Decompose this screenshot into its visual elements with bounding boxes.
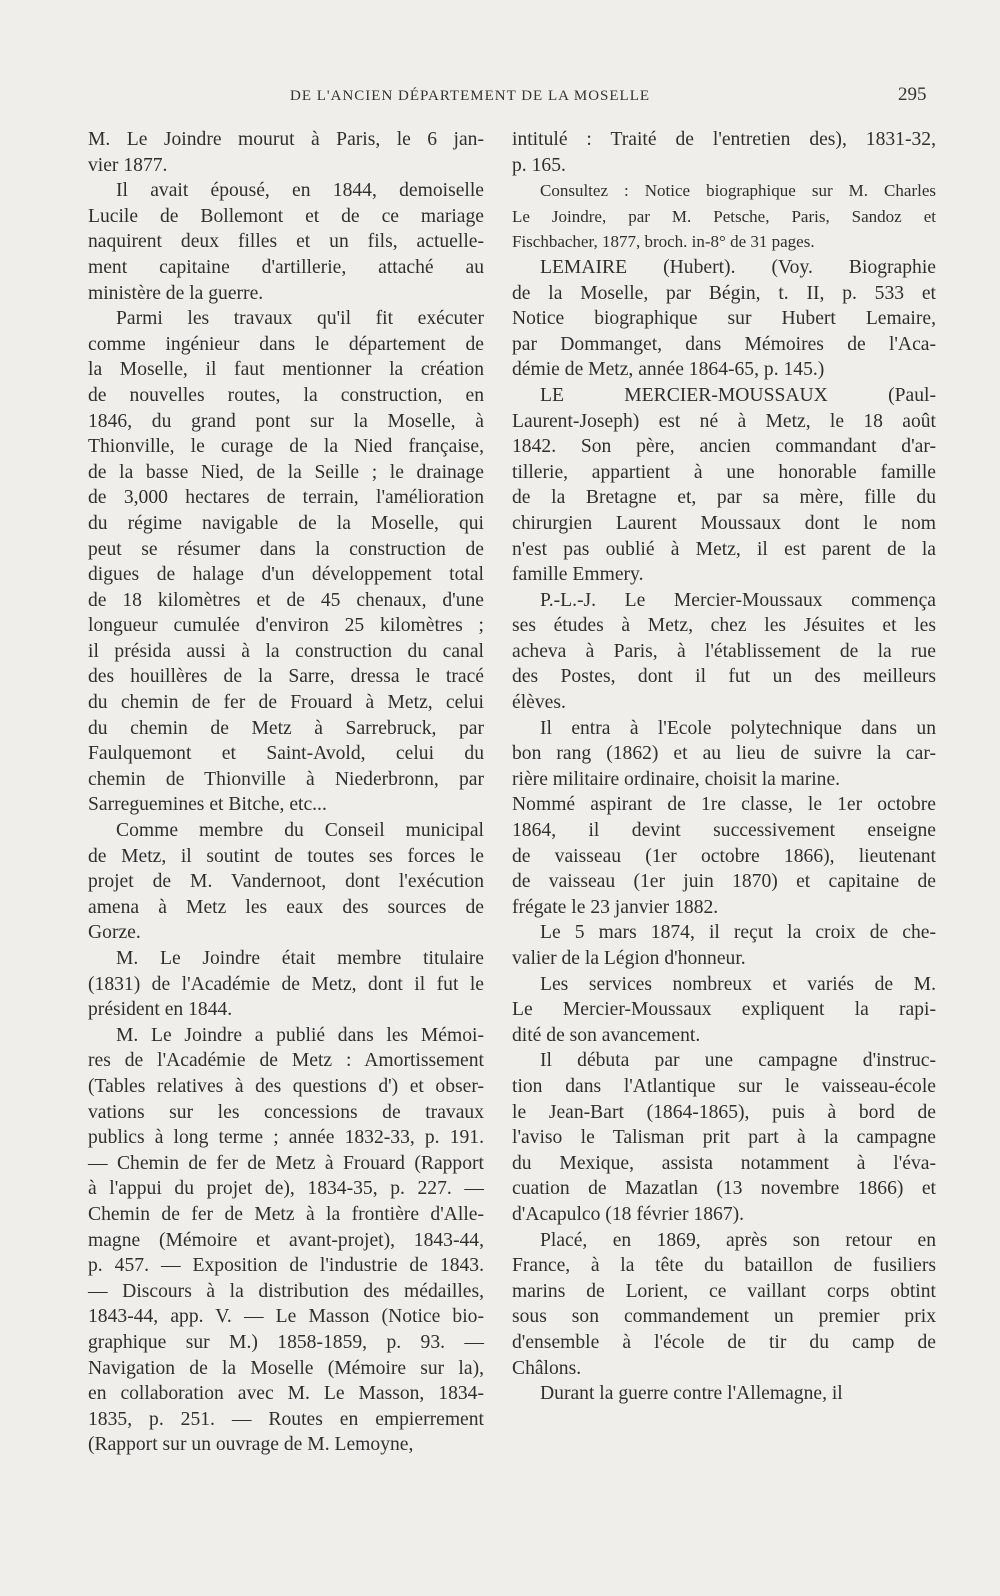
running-title: DE L'ANCIEN DÉPARTEMENT DE LA MOSELLE [290,88,651,104]
text-line: M. Le Joindre était membre titulaire [116,948,484,969]
text-line: dité de son avancement. [512,1024,701,1046]
text-line: ment capitaine d'artillerie, attaché au [88,256,484,278]
text-line: Navigation de la Moselle (Mémoire sur la), [88,1357,484,1379]
text-line: naquirent deux filles et un fils, actuelle- [88,231,484,253]
text-line: 1842. Son père, ancien commandant d'ar- [512,436,936,458]
text-line: Il entra à l'Ecole polytechnique dans un [540,717,936,739]
text-line: d'ensemble à l'école de tir du camp de [512,1331,936,1353]
text-line: de la Bretagne et, par sa mère, fille du [512,487,936,509]
text-line: démie de Metz, année 1864-65, p. 145.) [512,359,825,381]
text-line: acheva à Paris, à l'établissement de la rue [512,640,936,662]
text-line: ses études à Metz, chez les Jésuites et les [512,615,936,637]
text-line: (Tables relatives à des questions d') et obser- [88,1075,484,1097]
text-line: Il débuta par une campagne d'instruc- [540,1050,936,1072]
text-line: Laurent-Joseph) est né à Metz, le 18 août [512,410,936,432]
text-line: Comme membre du Conseil municipal [116,820,484,842]
text-line: de vaisseau (1er octobre 1866), lieutenant [512,845,936,867]
text-line: graphique sur M.) 1858-1859, p. 93. — [88,1331,484,1353]
text-line: Sarreguemines et Bitche, etc... [88,794,327,816]
text-line: Placé, en 1869, après son retour en [540,1229,936,1251]
text-line: P.-L.-J. Le Mercier-Moussaux commença [540,589,936,611]
text-line: vier 1877. [88,154,168,176]
text-line: famille Emmery. [512,564,644,586]
text-line: Le Mercier-Moussaux expliquent la rapi- [512,999,936,1021]
text-line: frégate le 23 janvier 1882. [512,896,719,918]
text-line: de Metz, il soutint de toutes ses forces le [88,845,484,867]
text-line: président en 1844. [88,999,233,1021]
text-line: des Postes, dont il fut un des meilleurs [512,666,936,688]
text-line: Gorze. [88,922,141,944]
text-line: (Rapport sur un ouvrage de M. Lemoyne, [88,1434,414,1456]
text-line: marins de Lorient, ce vaillant corps obtint [512,1280,936,1302]
text-line: p. 165. [512,154,566,176]
text-line: Consultez : Notice biographique sur M. Charles [540,181,936,201]
text-line: le Jean-Bart (1864-1865), puis à bord de [512,1101,936,1123]
text-line: Parmi les travaux qu'il fit exécuter [116,308,484,330]
text-line: en collaboration avec M. Le Masson, 1834- [88,1383,484,1405]
text-line: France, à la tête du bataillon de fusiliers [512,1255,936,1277]
text-line: projet de M. Vandernoot, dont l'exécution [88,871,484,893]
text-line: vations sur les concessions de travaux [88,1101,484,1123]
text-line: rière militaire ordinaire, choisit la marine. [512,768,841,790]
text-line: LE MERCIER-MOUSSAUX (Paul- [540,384,936,406]
text-line: Lucile de Bollemont et de ce mariage [88,205,484,227]
text-line: 1835, p. 251. — Routes en empierrement [88,1408,484,1430]
text-line: comme ingénieur dans le département de [88,333,484,355]
text-line: intitulé : Traité de l'entretien des), 1831-32, [512,129,936,150]
text-line: il présida aussi à la construction du canal [88,640,484,662]
text-line: à l'appui du projet de), 1834-35, p. 227. — [88,1178,484,1200]
text-line: la Moselle, il faut mentionner la création [88,359,484,381]
text-line: Notice biographique sur Hubert Lemaire, [512,308,936,330]
right-column [512,127,936,1407]
text-line: 1864, il devint successivement enseigne [512,820,936,842]
text-line: du chemin de Metz à Sarrebruck, par [88,717,484,739]
text-line: bon rang (1862) et au lieu de suivre la car- [512,743,936,765]
text-line: chemin de Thionville à Niederbronn, par [88,768,484,790]
text-line: par Dommanget, dans Mémoires de l'Aca- [512,333,936,355]
text-line: — Chemin de fer de Metz à Frouard (Rapport [88,1152,484,1174]
left-column [88,127,484,1458]
text-line: M. Le Joindre a publié dans les Mémoi- [116,1024,484,1046]
text-line: de 18 kilomètres et de 45 chenaux, d'une [88,589,484,611]
text-line: publics à long terme ; année 1832-33, p. 191. [88,1127,484,1149]
text-line: Les services nombreux et variés de M. [540,973,936,995]
text-line: 1843-44, app. V. — Le Masson (Notice bio- [88,1306,484,1328]
text-line: magne (Mémoire et avant-projet), 1843-44, [88,1229,484,1251]
text-line: LEMAIRE (Hubert). (Voy. Biographie [540,256,936,278]
text-line: Thionville, le curage de la Nied française, [88,436,484,458]
text-line: l'aviso le Talisman prit part à la campagne [512,1127,936,1149]
text-line: valier de la Légion d'honneur. [512,948,746,969]
text-line: Le Joindre, par M. Petsche, Paris, Sandoz et [512,206,936,226]
text-line: 1846, du grand pont sur la Moselle, à [88,410,484,432]
page-number: 295 [898,84,927,105]
text-line: de 3,000 hectares de terrain, l'amélioration [88,487,484,509]
text-line: cuation de Mazatlan (13 novembre 1866) et [512,1178,936,1200]
text-line: peut se résumer dans la construction de [88,538,484,560]
text-line: chirurgien Laurent Moussaux dont le nom [512,512,936,534]
text-line: Durant la guerre contre l'Allemagne, il [540,1383,843,1405]
text-line: Faulquemont et Saint-Avold, celui du [88,743,484,765]
text-line: p. 457. — Exposition de l'industrie de 1843. [88,1255,484,1277]
text-line: Chemin de fer de Metz à la frontière d'Alle- [88,1203,484,1225]
text-line: ministère de la guerre. [88,282,264,304]
text-line: tillerie, appartient à une honorable famille [512,461,936,483]
text-line: des houillères de la Sarre, dressa le tracé [88,666,484,688]
text-line: du régime navigable de la Moselle, qui [88,512,484,534]
text-line: — Discours à la distribution des médailles, [88,1280,484,1302]
text-line: M. Le Joindre mourut à Paris, le 6 jan- [88,129,484,150]
text-line: de la basse Nied, de la Seille ; le drainage [88,461,484,483]
text-line: Fischbacher, 1877, broch. in-8° de 31 pages. [512,232,815,252]
text-line: de vaisseau (1er juin 1870) et capitaine de [512,871,936,893]
text-line: élèves. [512,692,566,714]
text-line: n'est pas oublié à Metz, il est parent de la [512,538,936,560]
text-line: d'Acapulco (18 février 1867). [512,1203,745,1225]
text-line: du chemin de fer de Frouard à Metz, celui [88,692,484,714]
text-line: de la Moselle, par Bégin, t. II, p. 533 et [512,282,936,304]
text-line: sous son commandement un premier prix [512,1306,936,1328]
text-line: (1831) de l'Académie de Metz, dont il fut le [88,973,484,995]
text-line: longueur cumulée d'environ 25 kilomètres ; [88,615,484,637]
text-line: tion dans l'Atlantique sur le vaisseau-école [512,1075,936,1097]
text-line: Le 5 mars 1874, il reçut la croix de che- [540,922,936,944]
text-line: Il avait épousé, en 1844, demoiselle [116,180,484,202]
text-line: du Mexique, assista notamment à l'éva- [512,1152,936,1174]
text-line: digues de halage d'un développement total [88,564,484,586]
text-line: Nommé aspirant de 1re classe, le 1er octobre [512,794,936,816]
text-line: de nouvelles routes, la construction, en [88,384,484,406]
text-line: amena à Metz les eaux des sources de [88,896,484,918]
text-line: Châlons. [512,1357,582,1379]
text-line: res de l'Académie de Metz : Amortissement [88,1050,484,1072]
